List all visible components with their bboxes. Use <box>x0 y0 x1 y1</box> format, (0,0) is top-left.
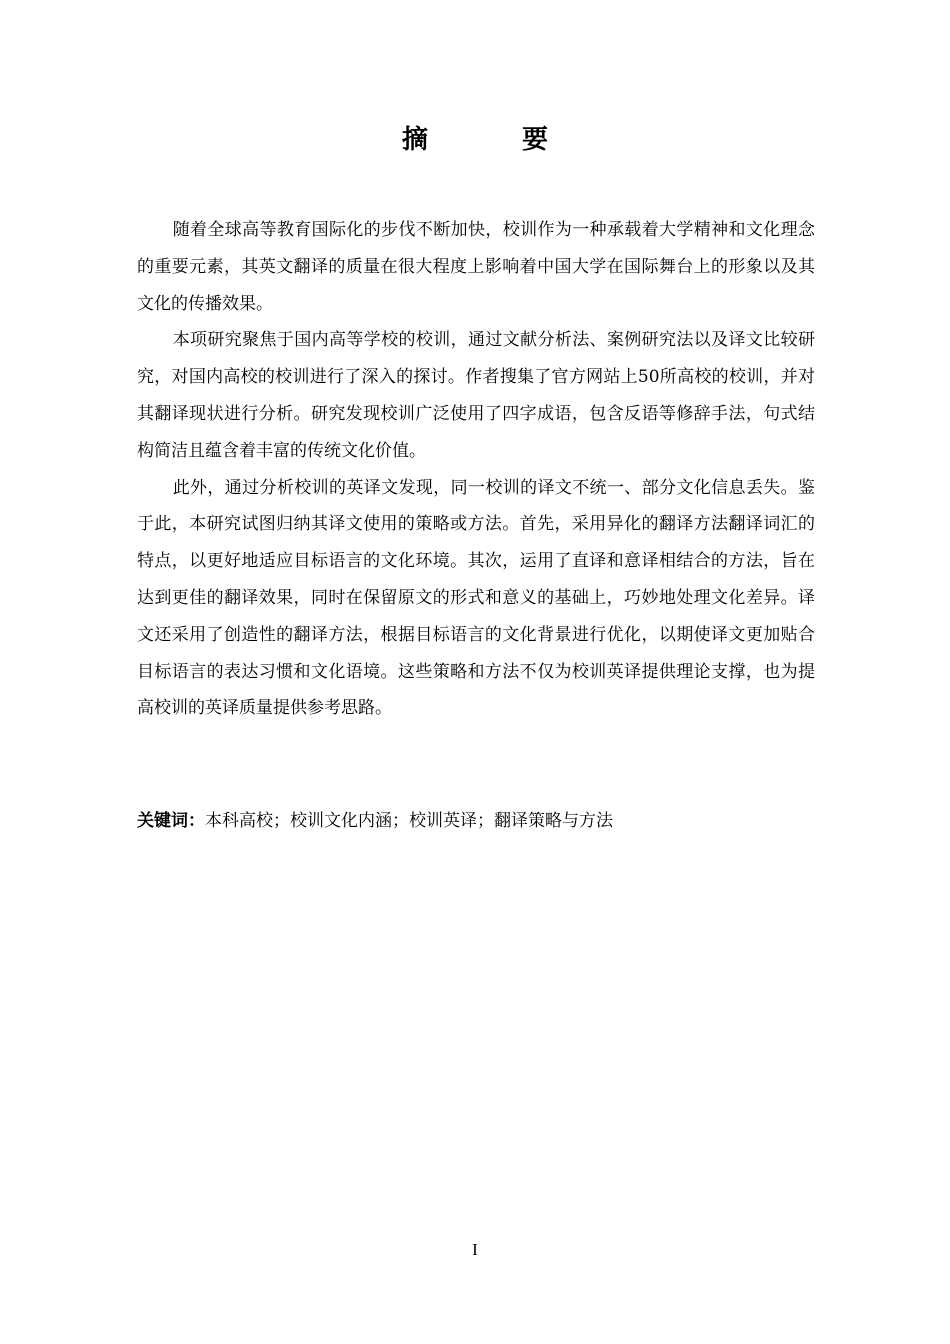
abstract-paragraph-2: 本项研究聚焦于国内高等学校的校训，通过文献分析法、案例研究法以及译文比较研究，对国内高校的校训进行了深入的探讨。作者搜集了官方网站上50所高校的校训，并对其翻译现状进行分析。研究发现校训广泛使用了四字成语，包含反语等修辞手法，句式结构简洁且蕴含着丰富的传统文化价值。 <box>137 330 815 461</box>
abstract-body <box>137 212 815 727</box>
page-title: 摘 要 <box>401 125 582 155</box>
page-number: I <box>472 1240 478 1259</box>
keywords-line <box>137 803 815 839</box>
abstract-paragraph-3: 此外，通过分析校训的英译文发现，同一校训的译文不统一、部分文化信息丢失。鉴于此，本研究试图归纳其译文使用的策略或方法。首先，采用异化的翻译方法翻译词汇的特点，以更好地适应目标语言的文化环境。其次，运用了直译和意译相结合的方法，旨在达到更佳的翻译效果，同时在保留原文的形式和意义的基础上，巧妙地处理文化差异。译文还采用了创造性的翻译方法，根据目标语言的文化背景进行优化，以期使译文更加贴合目标语言的表达习惯和文化语境。这些策略和方法不仅为校训英译提供理论支撑，也为提高校训的英译质量提供参考思路。 <box>137 477 815 719</box>
keywords-text: 本科高校；校训文化内涵；校训英译；翻译策略与方法 <box>205 811 613 831</box>
keywords-label: 关键词： <box>137 811 205 831</box>
abstract-paragraph-1: 随着全球高等教育国际化的步伐不断加快，校训作为一种承载着大学精神和文化理念的重要元素，其英文翻译的质量在很大程度上影响着中国大学在国际舞台上的形象以及其文化的传播效果。 <box>137 220 815 314</box>
